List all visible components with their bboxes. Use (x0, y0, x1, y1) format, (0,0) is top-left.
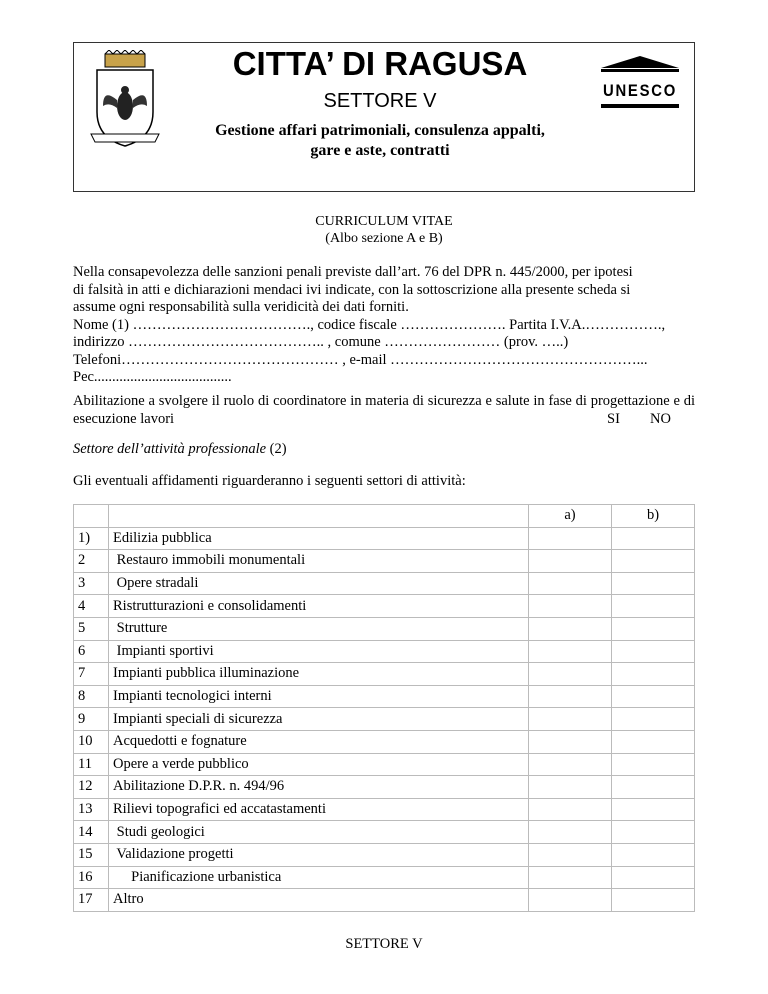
table-row (74, 708, 695, 731)
sector-b-checkbox-cell[interactable] (612, 730, 695, 753)
qualification-no: NO (650, 411, 671, 427)
sector-description-line-2: gare e aste, contratti (310, 142, 450, 159)
declaration-line: Nella consapevolezza delle sanzioni penali previste dall’art. 76 del DPR n. 445/2000, per ipotesi (73, 264, 633, 280)
sector-number-cell: 15 (74, 843, 109, 866)
sector-description-line-1: Gestione affari patrimoniali, consulenza appalti, (215, 122, 545, 139)
qualification-yes: SI (607, 411, 620, 427)
sector-b-checkbox-cell[interactable] (612, 617, 695, 640)
page-footer: SETTORE V (345, 936, 423, 952)
sector-b-checkbox-cell[interactable] (612, 843, 695, 866)
table-row (74, 753, 695, 776)
sector-number-cell: 10 (74, 730, 109, 753)
sector-label-cell: Impianti speciali di sicurezza (109, 708, 529, 731)
settore-heading (73, 441, 695, 459)
sector-number-cell: 16 (74, 866, 109, 889)
sector-label-cell: Edilizia pubblica (109, 527, 529, 550)
sector-number-cell: 17 (74, 889, 109, 912)
table-row (74, 798, 695, 821)
sector-a-checkbox-cell[interactable] (529, 708, 612, 731)
sector-label-cell: Strutture (109, 617, 529, 640)
table-row (74, 527, 695, 550)
sector-label-cell: Abilitazione D.P.R. n. 494/96 (109, 776, 529, 799)
unesco-logo-text: UNESCO (603, 81, 677, 100)
sector-number-cell: 14 (74, 821, 109, 844)
table-row (74, 889, 695, 912)
sectors-table-body (74, 505, 695, 912)
sector-a-checkbox-cell[interactable] (529, 572, 612, 595)
settore-label: Settore dell’attività professionale (73, 441, 267, 457)
document-title: CURRICULUM VITAE (315, 214, 453, 229)
sector-label-cell: Pianificazione urbanistica (109, 866, 529, 889)
sector-number-cell: 13 (74, 798, 109, 821)
declaration-line: assume ogni responsabilità sulla veridicità dei dati forniti. (73, 299, 409, 315)
column-a-header: a) (529, 505, 612, 528)
pec-field-line: Pec...................................... (73, 369, 232, 385)
sector-number-cell: 4 (74, 595, 109, 618)
sector-a-checkbox-cell[interactable] (529, 776, 612, 799)
sector-b-checkbox-cell[interactable] (612, 527, 695, 550)
sector-b-checkbox-cell[interactable] (612, 663, 695, 686)
sector-a-checkbox-cell[interactable] (529, 640, 612, 663)
sector-label-cell: Restauro immobili monumentali (109, 550, 529, 573)
table-row (74, 663, 695, 686)
sector-a-checkbox-cell[interactable] (529, 843, 612, 866)
table-row (74, 617, 695, 640)
sector-a-checkbox-cell[interactable] (529, 595, 612, 618)
sector-description (175, 121, 585, 161)
sector-number-cell: 5 (74, 617, 109, 640)
declaration-paragraph (73, 264, 695, 387)
sector-b-checkbox-cell[interactable] (612, 550, 695, 573)
sectors-intro: Gli eventuali affidamenti riguarderanno i seguenti settori di attività: (73, 473, 466, 489)
sector-number-cell: 12 (74, 776, 109, 799)
sector-a-checkbox-cell[interactable] (529, 730, 612, 753)
sector-b-checkbox-cell[interactable] (612, 821, 695, 844)
sector-number-cell: 6 (74, 640, 109, 663)
sector-b-checkbox-cell[interactable] (612, 708, 695, 731)
sector-b-checkbox-cell[interactable] (612, 572, 695, 595)
sector-number-cell: 7 (74, 663, 109, 686)
sector-b-checkbox-cell[interactable] (612, 685, 695, 708)
sector-number-cell: 3 (74, 572, 109, 595)
column-b-header: b) (612, 505, 695, 528)
sector-number-cell: 1) (74, 527, 109, 550)
table-row (74, 640, 695, 663)
sector-label-cell: Studi geologici (109, 821, 529, 844)
table-row (74, 866, 695, 889)
sector-label-cell: Validazione progetti (109, 843, 529, 866)
sector-b-checkbox-cell[interactable] (612, 753, 695, 776)
table-row (74, 550, 695, 573)
sector-b-checkbox-cell[interactable] (612, 798, 695, 821)
table-row (74, 843, 695, 866)
sector-label-cell: Impianti tecnologici interni (109, 685, 529, 708)
name-fields-line: Nome (1) ………………………………., codice fiscale …………………. Partita I.V.A.……………., (73, 316, 666, 333)
unesco-logo (597, 54, 683, 114)
header-label-cell (109, 505, 529, 528)
table-row (74, 776, 695, 799)
header-num-cell (74, 505, 109, 528)
sector-title: SETTORE V (323, 90, 437, 112)
table-row (74, 685, 695, 708)
sector-a-checkbox-cell[interactable] (529, 821, 612, 844)
settore-note: (2) (266, 441, 287, 457)
sector-b-checkbox-cell[interactable] (612, 866, 695, 889)
sector-b-checkbox-cell[interactable] (612, 776, 695, 799)
sector-a-checkbox-cell[interactable] (529, 617, 612, 640)
sector-b-checkbox-cell[interactable] (612, 595, 695, 618)
sector-a-checkbox-cell[interactable] (529, 685, 612, 708)
sector-label-cell: Ristrutturazioni e consolidamenti (109, 595, 529, 618)
sector-a-checkbox-cell[interactable] (529, 866, 612, 889)
sector-a-checkbox-cell[interactable] (529, 889, 612, 912)
sector-label-cell: Opere a verde pubblico (109, 753, 529, 776)
qualification-text: Abilitazione a svolgere il ruolo di coordinatore in materia di sicurezza e salute in fase di progettazione e di esecuzione lavori (73, 393, 695, 427)
city-crest-logo (87, 50, 163, 150)
sector-a-checkbox-cell[interactable] (529, 663, 612, 686)
sector-a-checkbox-cell[interactable] (529, 550, 612, 573)
sector-number-cell: 8 (74, 685, 109, 708)
contact-fields-line: Telefoni……………………………………… , e-mail ……………………………………………... (73, 351, 648, 368)
sector-b-checkbox-cell[interactable] (612, 640, 695, 663)
sector-a-checkbox-cell[interactable] (529, 527, 612, 550)
sector-label-cell: Opere stradali (109, 572, 529, 595)
table-header-row (74, 505, 695, 528)
document-subtitle: (Albo sezione A e B) (325, 231, 443, 246)
declaration-line: di falsità in atti e dichiarazioni mendaci ivi indicate, con la sottoscrizione alla presente scheda si (73, 281, 631, 298)
table-row (74, 595, 695, 618)
address-fields-line: indirizzo ………………………………….. , comune …………………… (prov. …..) (73, 334, 569, 350)
city-title: CITTA’ DI RAGUSA (232, 45, 528, 82)
sector-label-cell: Rilievi topografici ed accatastamenti (109, 798, 529, 821)
sector-number-cell: 11 (74, 753, 109, 776)
sector-a-checkbox-cell[interactable] (529, 753, 612, 776)
sector-number-cell: 2 (74, 550, 109, 573)
table-row (74, 821, 695, 844)
table-row (74, 730, 695, 753)
sectors-table (73, 504, 695, 912)
sector-label-cell: Impianti sportivi (109, 640, 529, 663)
sector-number-cell: 9 (74, 708, 109, 731)
sector-label-cell: Altro (109, 889, 529, 912)
table-row (74, 572, 695, 595)
sector-b-checkbox-cell[interactable] (612, 889, 695, 912)
sector-a-checkbox-cell[interactable] (529, 798, 612, 821)
sector-label-cell: Acquedotti e fognature (109, 730, 529, 753)
sector-label-cell: Impianti pubblica illuminazione (109, 663, 529, 686)
